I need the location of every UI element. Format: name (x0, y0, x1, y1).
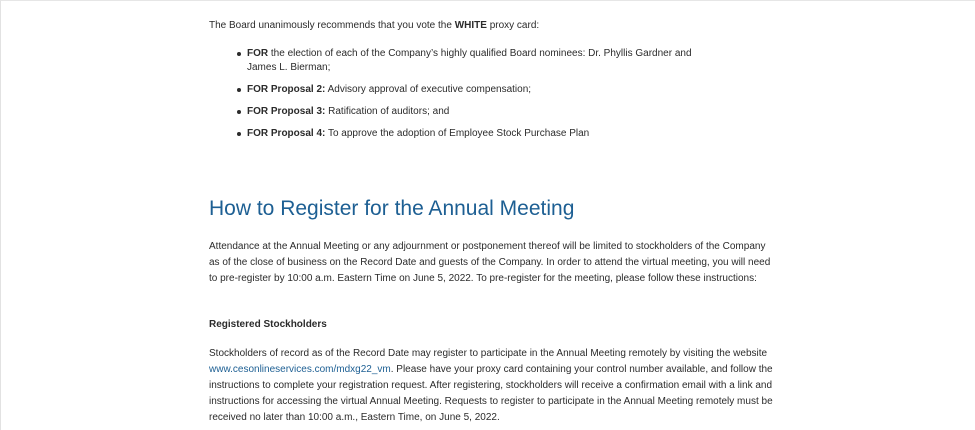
list-item (209, 83, 717, 97)
proposal-text: To approve the adoption of Employee Stock Purchase Plan (325, 128, 590, 139)
proposal-text: Advisory approval of executive compensation; (325, 84, 532, 95)
proposal-label: FOR Proposal 3: (247, 106, 326, 117)
registered-stockholders-paragraph (209, 346, 774, 426)
subheading-registered-stockholders: Registered Stockholders (209, 319, 327, 330)
intro-emphasis: WHITE (454, 20, 487, 31)
proposal-text: Ratification of auditors; and (325, 106, 450, 117)
list-item (209, 127, 717, 141)
registered-suffix: . Please have your proxy card containing your control number available, and follow the instructions to complete your registration request. After registering, stockholders will receive a confirmation email with a link and instructions for accessing the virtual Annual Meeting. Requests to register to participate in the Annual Meeting remotely must be received no later than 10:00 a.m., Eastern Time, on June 5, 2022. (209, 364, 773, 423)
proposal-label: FOR (247, 48, 269, 59)
proposal-label: FOR Proposal 2: (247, 84, 326, 95)
intro-suffix: proxy card: (486, 20, 540, 31)
proposal-label: FOR Proposal 4: (247, 128, 326, 139)
attendance-paragraph: Attendance at the Annual Meeting or any adjournment or postponement thereof will be limited to stockholders of the Company as of the close of business on the Record Date and guests of the Company. In order to attend the virtual meeting, you will need to pre-register by 10:00 a.m. Eastern Time on June 5, 2022. To pre-register for the meeting, please follow these instructions: (209, 241, 771, 284)
intro-prefix: The Board unanimously recommends that you vote the (209, 20, 455, 31)
list-item (209, 105, 717, 119)
registered-prefix: Stockholders of record as of the Record Date may register to participate in the Annual Meeting remotely by visiting the website (209, 348, 768, 359)
board-recommendation (209, 19, 774, 33)
proposal-list (209, 47, 774, 141)
list-item (209, 47, 717, 75)
section-title: How to Register for the Annual Meeting (209, 197, 575, 220)
registration-website-link[interactable]: www.cesonlineservices.com/mdxg22_vm (209, 364, 391, 375)
document-content (209, 1, 774, 423)
proposal-text: the election of each of the Company’s highly qualified Board nominees: Dr. Phyllis Gardner and James L. Bierman; (247, 48, 692, 73)
